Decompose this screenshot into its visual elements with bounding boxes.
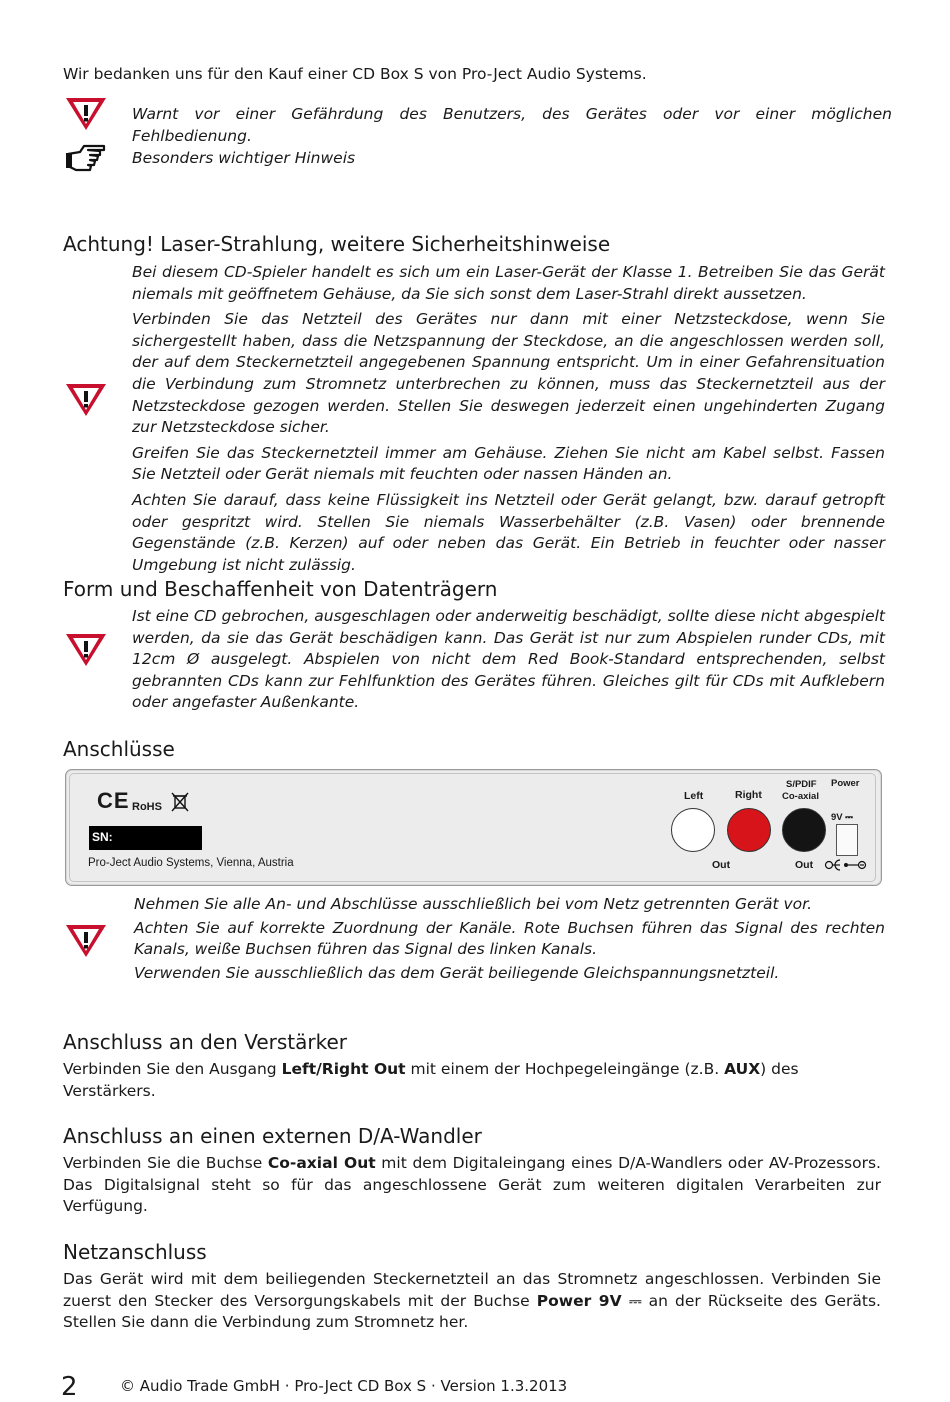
legend-note-text: Besonders wichtiger Hinweis: [132, 149, 356, 167]
warning-triangle-icon: [64, 382, 108, 418]
power-text: Das Gerät wird mit dem beiliegenden Steckernetzteil an das Stromnetz angeschlossen. Verbinden Sie zuerst den Stecker des Versorgungskabels mit der Buchse: [63, 1270, 881, 1310]
media-paragraph: Ist eine CD gebrochen, ausgeschlagen oder anderweitig beschädigt, sollte diese nicht abgespielt werden, da sie das Gerät beschädigen kann. Das Gerät ist nur zum Abspielen runder CDs, mit 12cm Ø ausgelegt. Abspielen von nicht dem Red Book-Standard entsprechenden, selbst gebrannten CDs kann zur Fehlfunktion des Gerätes führen. Gleiches gilt für CDs mit Aufklebern oder angefaster Außenkante.: [132, 607, 885, 712]
coaxial-out-jack: [782, 808, 826, 852]
warning-triangle-icon: [64, 96, 108, 132]
rohs-label: RoHS: [132, 801, 162, 813]
warning-triangle-icon: [64, 632, 108, 668]
power-label: Power: [831, 778, 860, 789]
section-laser-title: Achtung! Laser-Strahlung, weitere Sicherheitshinweise: [63, 232, 611, 256]
connections-paragraph: Verwenden Sie ausschließlich das dem Gerät beiliegende Gleichspannungsnetzteil.: [134, 963, 780, 982]
amp-keyword-left-right-out: Left/Right Out: [281, 1060, 406, 1078]
laser-paragraph: Bei diesem CD-Spieler handelt es sich um ein Laser-Gerät der Klasse 1. Betreiben Sie das Gerät niemals mit geöffnetem Gehäuse, da Sie sich sonst dem Laser-Strahl direkt aussetzen.: [132, 263, 885, 303]
polarity-symbol-icon: [824, 858, 868, 872]
section-dac-title: Anschluss an einen externen D/A-Wandler: [63, 1124, 482, 1148]
connections-paragraph: Achten Sie auf korrekte Zuordnung der Kanäle. Rote Buchsen führen das Signal des rechten Kanals, weiße Buchsen führen das Signal des linken Kanals.: [134, 918, 885, 959]
section-media-title: Form und Beschaffenheit von Datenträgern: [63, 577, 498, 601]
power-text: an der Rückseite des Geräts. Stellen Sie dann die Verbindung zum Stromnetz her.: [63, 1291, 881, 1332]
right-out-jack: [727, 808, 771, 852]
coaxial-out-label: Out: [795, 859, 814, 871]
section-connections-title: Anschlüsse: [63, 737, 175, 761]
section-amp-body: [63, 1059, 893, 1102]
section-connections-body: [134, 894, 885, 984]
dac-text: Verbinden Sie die Buchse: [63, 1154, 268, 1172]
laser-paragraph: Greifen Sie das Steckernetzteil immer am Gehäuse. Ziehen Sie nicht am Kabel selbst. Fassen Sie Netzteil oder Gerät niemals mit feuchten oder nassen Händen an.: [132, 443, 885, 484]
maker-label: Pro-Ject Audio Systems, Vienna, Austria: [88, 857, 294, 869]
section-laser-body: [132, 262, 885, 580]
right-label: Right: [735, 789, 762, 801]
connections-paragraph: Nehmen Sie alle An- und Abschlüsse ausschließlich bei vom Netz getrennten Gerät vor.: [134, 895, 812, 913]
spdif-label: S/PDIF: [786, 779, 817, 790]
left-out-jack: [671, 808, 715, 852]
footer-text: © Audio Trade GmbH · Pro-Ject CD Box S · Version 1.3.2013: [120, 1377, 568, 1395]
coaxial-label: Co-axial: [782, 791, 819, 802]
amp-text: Verbinden Sie den Ausgang: [63, 1060, 282, 1078]
page-number: 2: [61, 1372, 78, 1402]
ce-mark: CE: [97, 788, 130, 813]
warning-triangle-icon: [64, 923, 108, 959]
intro-text: Wir bedanken uns für den Kauf einer CD Box S von Pro-Ject Audio Systems.: [63, 65, 647, 83]
amp-keyword-aux: AUX: [724, 1060, 761, 1078]
power-socket: [836, 824, 858, 856]
serial-label: SN:: [92, 830, 113, 844]
section-power-title: Netzanschluss: [63, 1240, 207, 1264]
pointing-hand-icon: [64, 142, 108, 174]
weee-bin-icon: [170, 791, 190, 813]
laser-paragraph: Verbinden Sie das Netzteil des Gerätes nur dann mit einer Netzsteckdose, wenn Sie sichergestellt haben, dass die Netzspannung der Steckdose, an die angeschlossen werden soll, der auf dem Steckernetzteil angegebenen Spannung entspricht. Um in einer Gefahrensituation die Verbindung zum Stromnetz unterbrechen zu können, muss das Steckernetzteil aus der Netzsteckdose gezogen werden. Stellen Sie deswegen jederzeit einen ungehinderten Zugang zur Netzsteckdose sicher.: [132, 310, 885, 437]
serial-number-box: [89, 826, 202, 850]
section-dac-body: [63, 1153, 881, 1218]
voltage-label: 9V ⎓: [831, 812, 853, 823]
power-keyword-power-9v: Power 9V ⎓: [536, 1291, 642, 1310]
legend-warning-text: Warnt vor einer Gefährdung des Benutzers, des Gerätes oder vor einer möglichen Fehlbedienung.: [132, 105, 892, 145]
analog-out-label: Out: [712, 859, 731, 871]
section-amp-title: Anschluss an den Verstärker: [63, 1030, 347, 1054]
section-power-body: [63, 1269, 881, 1334]
amp-text: ) des Verstärkers.: [63, 1060, 799, 1100]
rear-panel-illustration: [65, 769, 882, 886]
section-media-body: [132, 606, 885, 718]
left-label: Left: [684, 790, 704, 802]
dac-keyword-coaxial-out: Co-axial Out: [267, 1154, 376, 1172]
laser-paragraph: Achten Sie darauf, dass keine Flüssigkeit ins Netzteil oder Gerät gelangt, bzw. darauf getropft oder gespritzt wird. Stellen Sie niemals Wasserbehälter (z.B. Vasen) oder brennende Gegenstände (z.B. Kerzen) auf oder neben das Gerät. Ein Betrieb in feuchter oder nasser Umgebung ist nicht zulässig.: [132, 490, 885, 574]
amp-text: mit einem der Hochpegeleingänge (z.B.: [405, 1060, 725, 1078]
dac-text: mit dem Digitaleingang eines D/A-Wandlers oder AV-Prozessors. Das Digitalsignal steht so für das angeschlossene Gerät zum weiteren digitalen Verarbeiten zur Verfügung.: [63, 1154, 881, 1216]
